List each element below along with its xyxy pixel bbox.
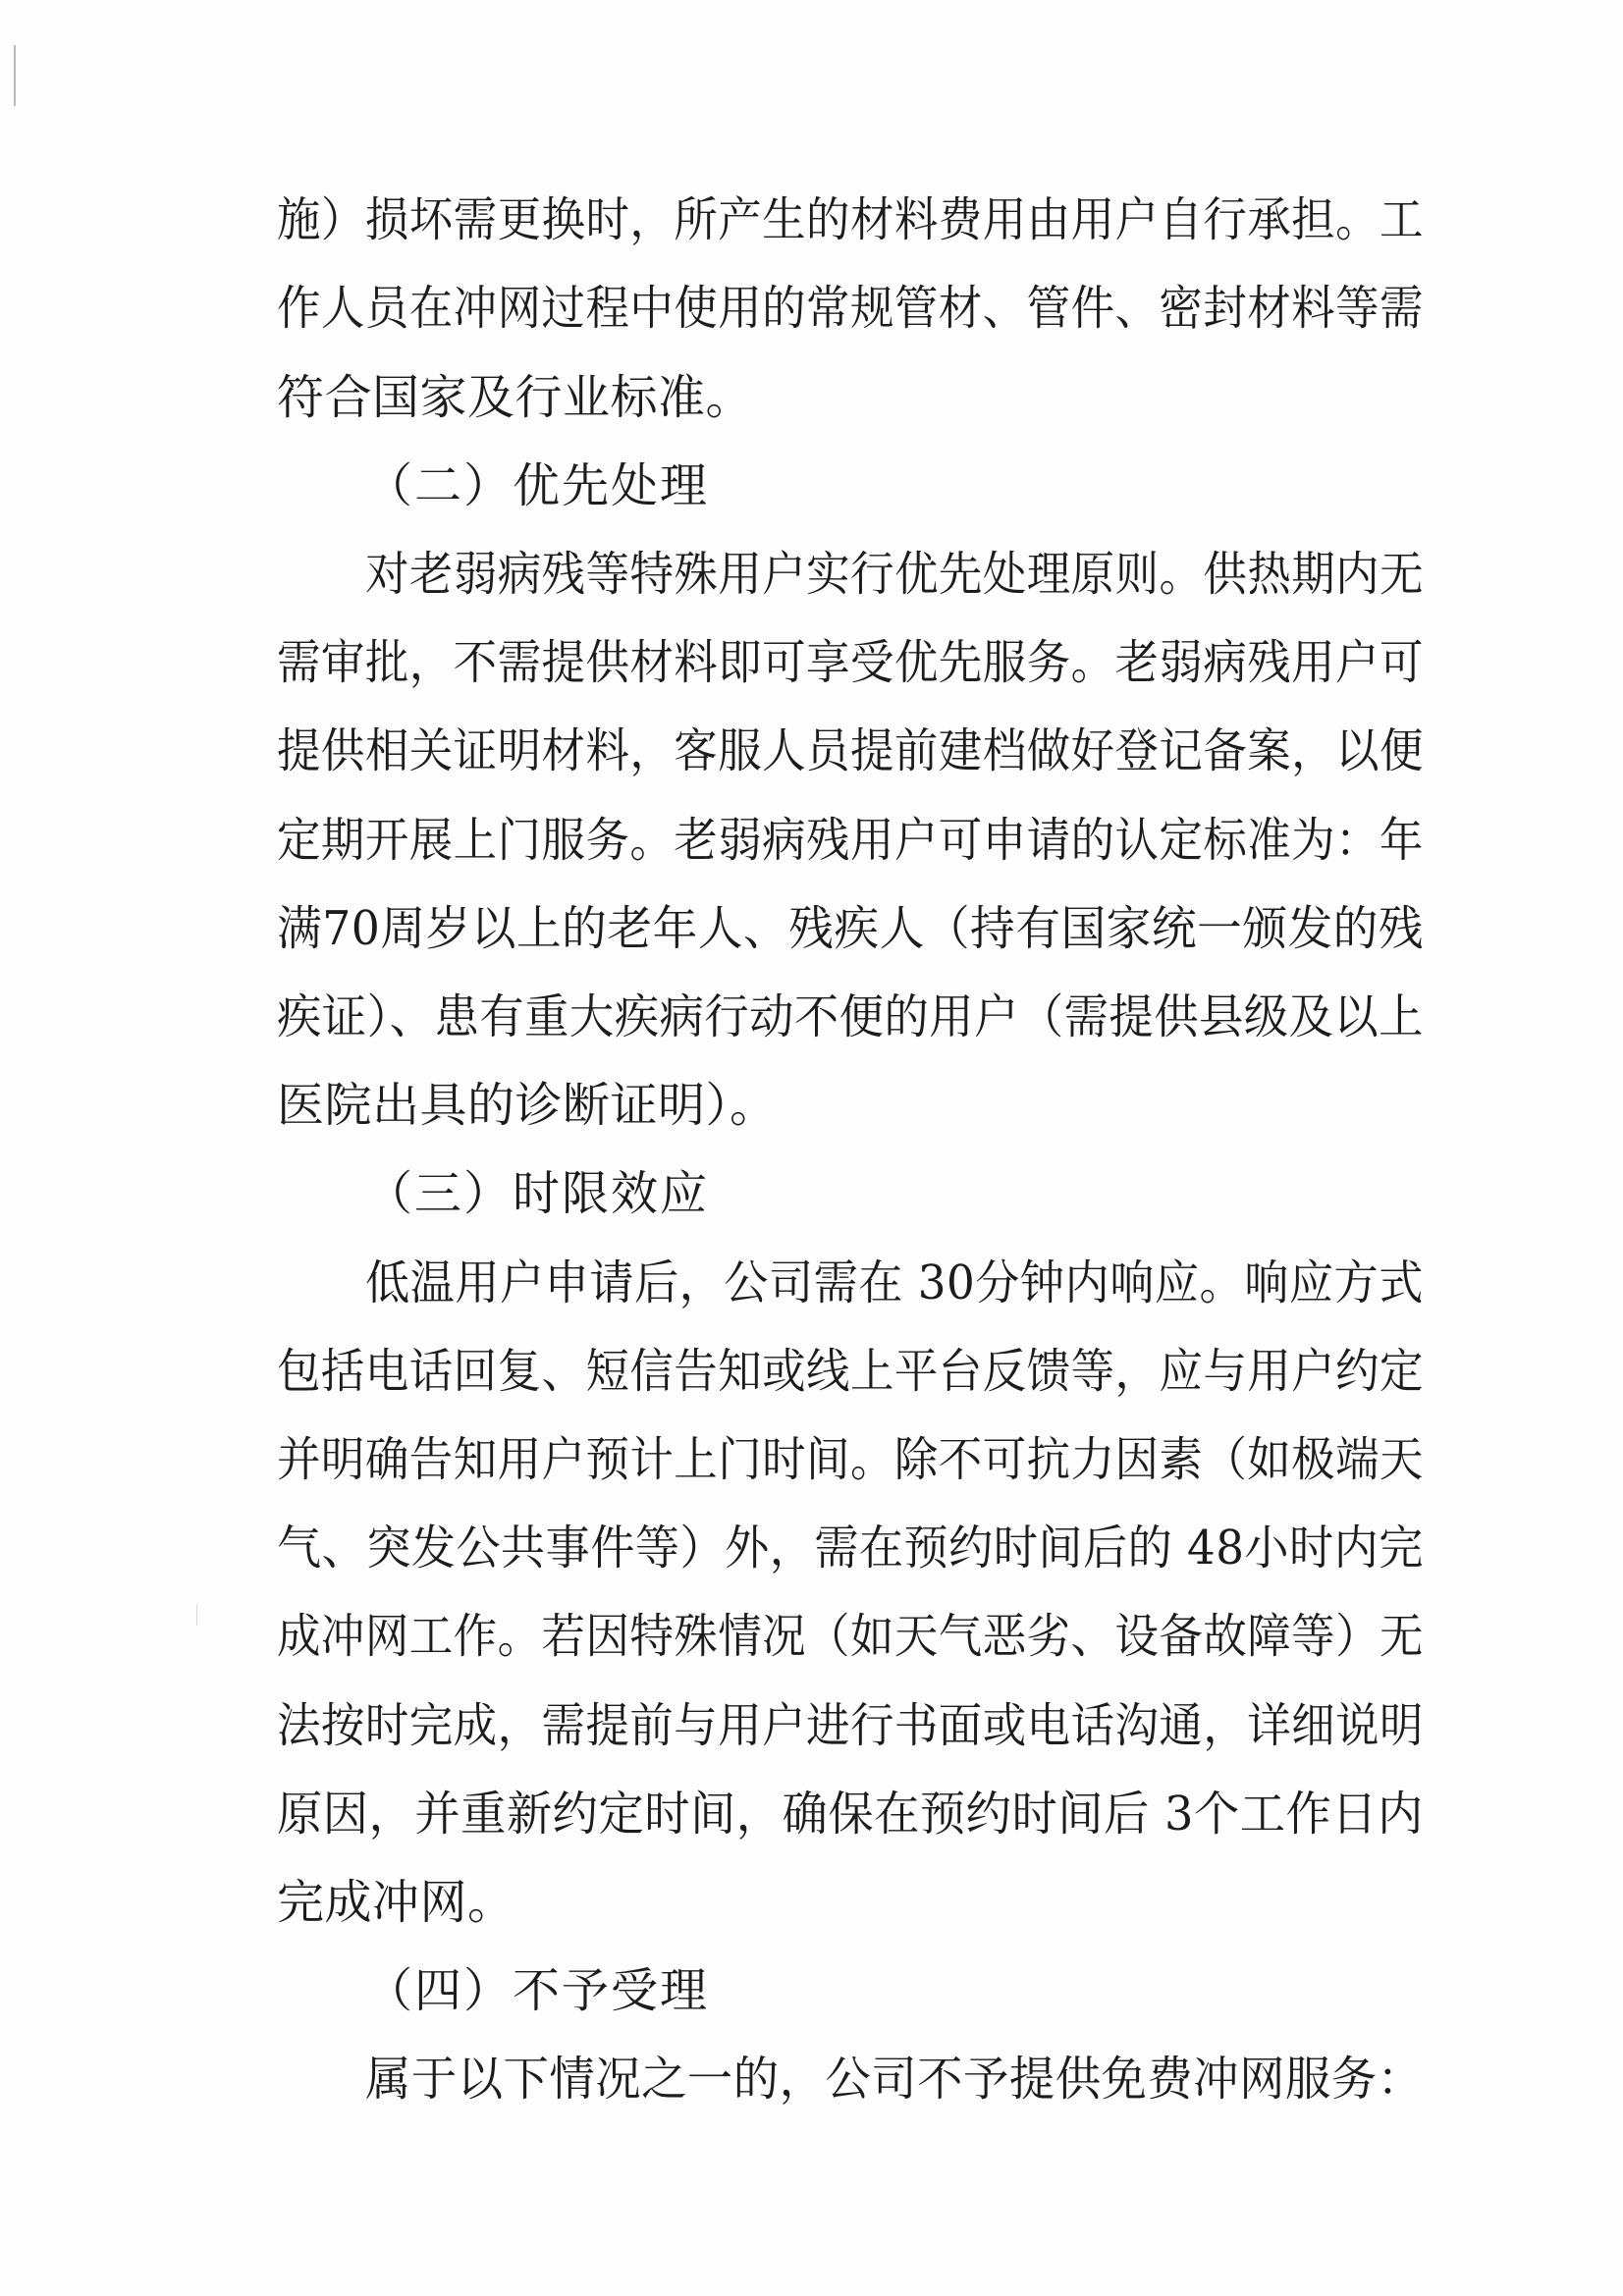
section-heading-3: （三）时限效应 <box>365 1166 710 1221</box>
body-line-6: 需审批，不需提供材料即可享受优先服务。老弱病残用户可 <box>277 635 1424 690</box>
section-heading-2: （二）优先处理 <box>365 458 710 513</box>
body-line-13: 低温用户申请后，公司需在 30分钟内响应。响应方式 <box>365 1255 1424 1310</box>
body-line-20: 完成冲网。 <box>277 1875 515 1930</box>
section-heading-4: （四）不予受理 <box>365 1963 710 2018</box>
body-line-18: 法按时完成，需提前与用户进行书面或电话沟通，详细说明 <box>277 1698 1424 1753</box>
body-line-7: 提供相关证明材料，客服人员提前建档做好登记备案，以便 <box>277 723 1424 778</box>
body-line-16: 气、突发公共事件等）外，需在预约时间后的 48小时内完 <box>277 1521 1424 1575</box>
body-line-15: 并明确告知用户预计上门时间。除不可抗力因素（如极端天 <box>277 1432 1424 1487</box>
body-line-10: 疾证）、患有重大疾病行动不便的用户（需提供县级及以上 <box>277 989 1424 1044</box>
scan-dust-mark <box>196 1604 197 1626</box>
body-line-8: 定期开展上门服务。老弱病残用户可申请的认定标准为：年 <box>277 813 1424 868</box>
scan-edge-mark <box>14 45 16 106</box>
body-line-3: 符合国家及行业标准。 <box>277 370 754 425</box>
body-line-2: 作人员在冲网过程中使用的常规管材、管件、密封材料等需 <box>277 281 1424 336</box>
body-line-1: 施）损坏需更换时，所产生的材料费用由用户自行承担。工 <box>277 192 1424 247</box>
body-line-5: 对老弱病残等特殊用户实行优先处理原则。供热期内无 <box>365 547 1424 602</box>
body-line-9: 满70周岁以上的老年人、残疾人（持有国家统一颁发的残 <box>277 901 1425 956</box>
body-line-14: 包括电话回复、短信告知或线上平台反馈等，应与用户约定 <box>277 1344 1424 1399</box>
body-line-19: 原因，并重新约定时间，确保在预约时间后 3个工作日内 <box>277 1787 1424 1842</box>
body-line-17: 成冲网工作。若因特殊情况（如天气恶劣、设备故障等）无 <box>277 1609 1424 1664</box>
body-line-22: 属于以下情况之一的，公司不予提供免费冲网服务： <box>365 2052 1424 2107</box>
body-line-11: 医院出具的诊断证明）。 <box>277 1078 778 1133</box>
